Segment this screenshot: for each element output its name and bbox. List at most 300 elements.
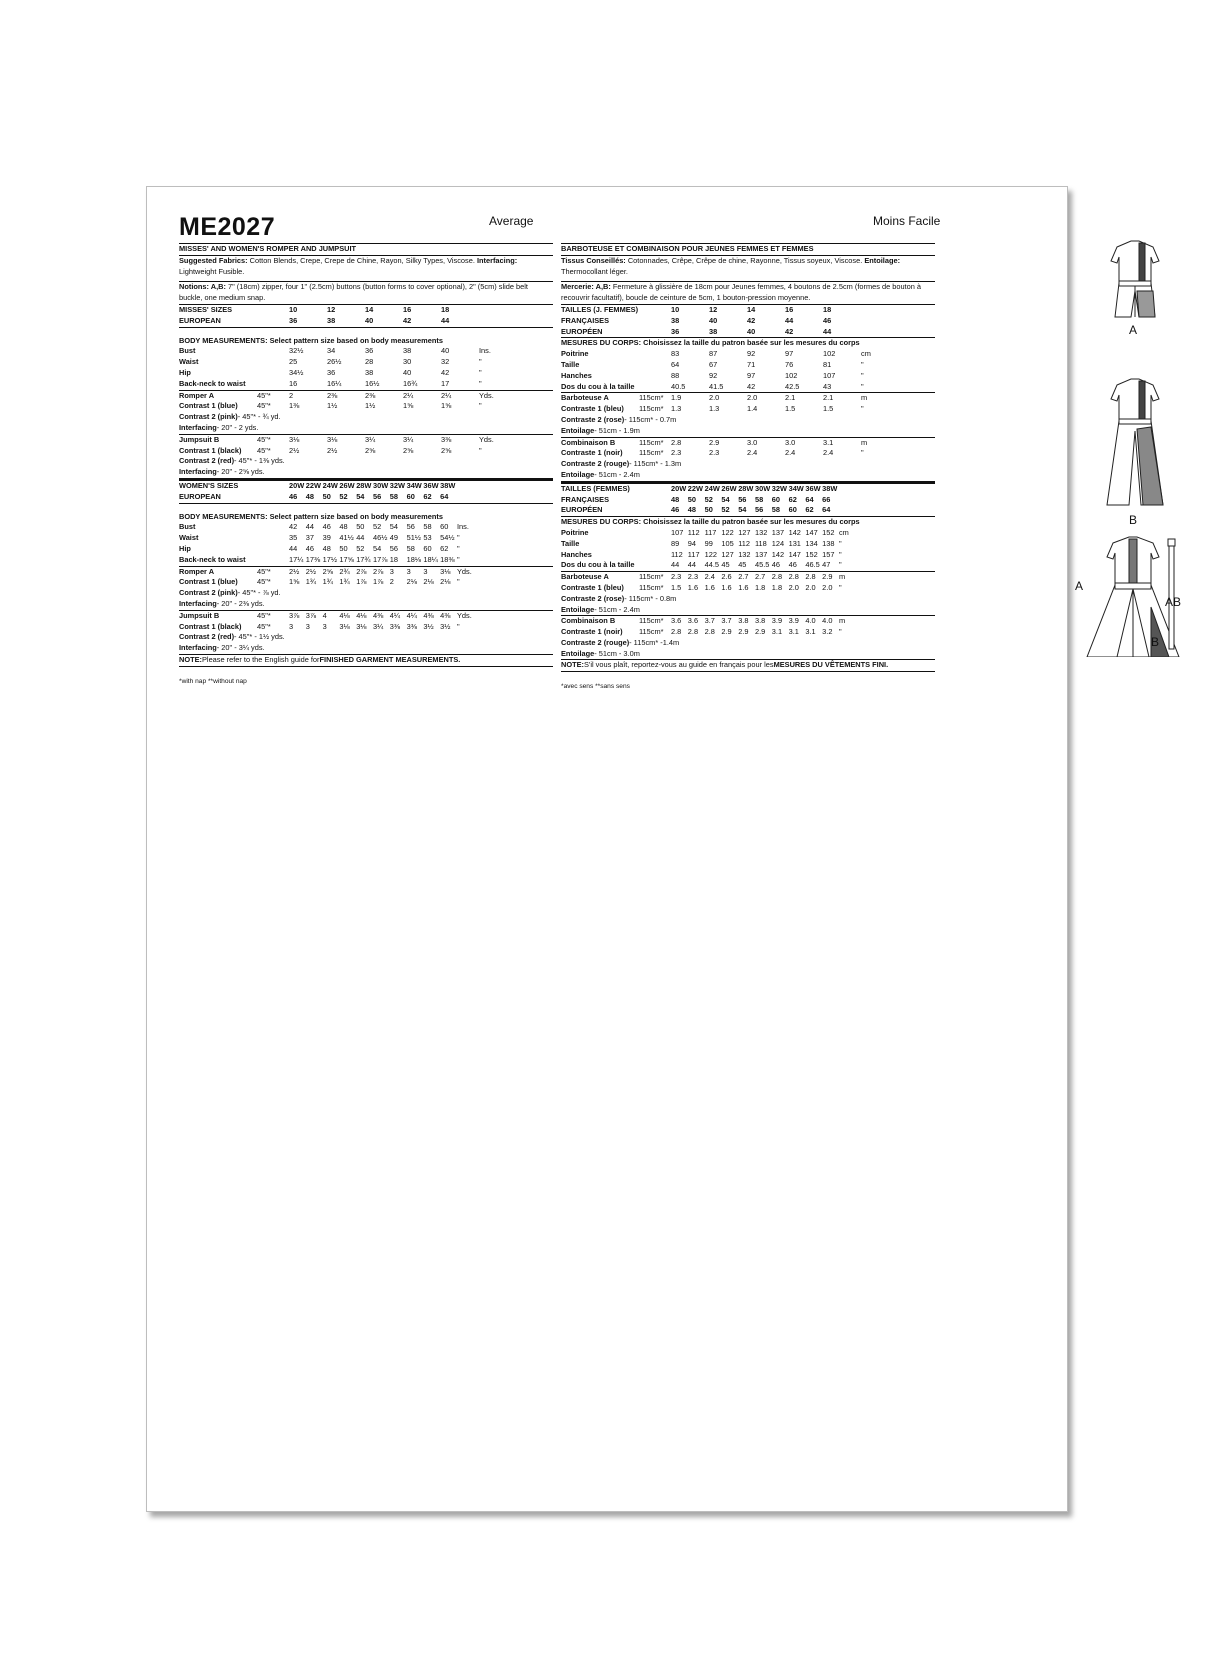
women-sizes-row-value: 38W: [440, 480, 456, 490]
note-row: [179, 655, 553, 666]
yardage-row-value: 3.1: [771, 627, 783, 637]
yardage-row-value: 2.1: [785, 393, 796, 403]
yardage-row-width: 115cm*: [639, 572, 664, 582]
body-measure-row-value: 131: [788, 538, 801, 548]
body-measure-row: [561, 550, 935, 561]
body-measure-row-value: 92: [747, 349, 756, 359]
yardage-extra-label: Contraste 2 (rouge): [561, 637, 630, 647]
misses-euro2-row: [561, 327, 935, 338]
body-measure-row-value: 17: [441, 378, 450, 388]
yardage-row-label: Combinaison B: [561, 437, 616, 447]
misses-sizes-row-value: 12: [327, 304, 336, 314]
women-euro2-row-value: 46: [671, 505, 680, 515]
yardage-row-value: 3.6: [687, 616, 699, 626]
yardage-extra-row: [179, 456, 553, 467]
body-measure-row-value: 94: [687, 538, 697, 548]
body-measure-row-value: 118: [754, 538, 767, 548]
yardage-row-value: 3.0: [747, 437, 758, 447]
body-measure-row-value: 112: [687, 527, 700, 537]
women-sizes-row-value: 24W: [704, 483, 720, 493]
body-measure-row-value: 132: [738, 549, 751, 559]
yardage-row-label: Jumpsuit B: [179, 610, 220, 620]
yardage-row-value: 2⅞: [356, 566, 367, 576]
women-euro-row-value: 56: [372, 491, 382, 501]
women-euro-row-value: 52: [339, 491, 348, 501]
body-measure-row-unit: ": [838, 538, 842, 548]
yardage-row-value: 3¼: [403, 434, 414, 444]
women-sizes-row-value: 28W: [738, 483, 754, 493]
yardage-row-label: Jumpsuit B: [179, 434, 220, 444]
misses-sizes-row-label: MISSES' SIZES: [179, 304, 233, 314]
yardage-row-value: 2.0: [788, 582, 799, 592]
misses-sizes-row-value: 10: [671, 304, 680, 314]
yardage-row-label: Barboteuse A: [561, 572, 609, 582]
women-euro-row-value: 52: [704, 494, 713, 504]
yardage-row-unit: ": [861, 404, 864, 414]
body-measure-row-value: 17⅝: [339, 554, 354, 564]
yardage-row-unit: ": [861, 448, 864, 458]
body-measure-row-value: 97: [747, 370, 756, 380]
body-measure-row-value: 83: [671, 349, 680, 359]
notions-text: Fermeture à glissière de 18cm pour Jeunes femmes, 4 boutons de 2.5cm (formes de bouton à recouvrir facultatif), boucle de ceinture de 5cm, 1 bouton-pression moyenne.: [561, 282, 921, 303]
pattern-envelope-back: [146, 186, 1182, 1512]
body-measure-row-value: 62: [440, 543, 449, 553]
column-title: BARBOTEUSE ET COMBINAISON POUR JEUNES FEMMES ET FEMMES: [561, 244, 814, 253]
yardage-extra-row: [179, 643, 553, 654]
body-measure-row-value: 46: [788, 560, 797, 570]
label-back-b: B: [1151, 635, 1160, 649]
yardage-row-value: 3⅛: [339, 621, 350, 631]
women-euro-row-value: 54: [356, 491, 365, 501]
yardage-row-unit: ": [479, 401, 482, 411]
yardage-row: [179, 611, 553, 622]
misses-euro-row-value: 40: [365, 315, 374, 325]
yardage-row-label: Contraste 1 (bleu): [561, 404, 624, 414]
yardage-row-value: 4⅛: [339, 610, 350, 620]
yardage-row-value: 3.6: [671, 616, 682, 626]
women-euro-row-value: 64: [440, 491, 449, 501]
yardage-row-value: 2.4: [785, 448, 796, 458]
yardage-row: [179, 446, 553, 457]
body-measure-row-value: 34: [327, 346, 336, 356]
yardage-row-value: 1⅞: [372, 577, 384, 587]
yardage-extra-label: Entoilage: [561, 425, 595, 435]
spacer: [179, 328, 553, 336]
women-euro2-row-value: 48: [687, 505, 697, 515]
yardage-row-unit: m: [861, 393, 868, 403]
misses-euro2-row-value: 38: [709, 326, 718, 336]
body-measure-row: [179, 544, 553, 555]
yardage-row-value: 1.8: [771, 582, 783, 592]
body-measure-row-value: 64: [671, 359, 680, 369]
body-measure-row-value: 51½: [406, 533, 421, 543]
pattern-code: ME2027: [179, 213, 276, 241]
body-measure-row-value: 122: [721, 527, 734, 537]
yardage-row-value: 2.3: [671, 572, 682, 582]
misses-euro2-row-value: 42: [785, 326, 794, 336]
body-measure-row-value: 44.5: [704, 560, 719, 570]
body-measure-row-label: Taille: [561, 538, 580, 548]
yardage-row-value: 1.5: [671, 582, 682, 592]
yardage-row-value: 3.7: [704, 616, 715, 626]
yardage-extra-row: [561, 594, 935, 605]
label-view-b: B: [1129, 513, 1138, 527]
yardage-row-value: 2½: [305, 566, 317, 576]
yardage-row-value: 3: [389, 566, 394, 576]
body-measure-row-unit: Ins.: [456, 522, 469, 532]
yardage-row-unit: ": [838, 582, 842, 592]
yardage-row-value: 2⅛: [440, 577, 451, 587]
yardage-extra-label: Interfacing: [179, 643, 217, 653]
yardage-row-value: 4.0: [805, 616, 816, 626]
yardage-row-value: 3.1: [788, 627, 799, 637]
body-measure-row-value: 46: [305, 543, 315, 553]
women-sizes-row-value: 38W: [822, 483, 838, 493]
yardage-row-value: 3: [406, 566, 411, 576]
misses-sizes-row: [179, 305, 553, 316]
body-measure-row-value: 26½: [327, 357, 342, 367]
yardage-row-value: 3: [322, 621, 327, 631]
yardage-row-value: 2⅞: [372, 566, 384, 576]
body-measure-row-label: Hanches: [561, 549, 592, 559]
women-sizes-row-value: 30W: [754, 483, 771, 493]
yardage-row: [561, 438, 935, 449]
body-measure-row-unit: ": [479, 378, 482, 388]
women-euro2-row-value: 56: [754, 505, 764, 515]
women-euro-row-value: 54: [721, 494, 730, 504]
body-measure-row-value: 40: [441, 346, 450, 356]
body-measure-row-unit: ": [838, 560, 842, 570]
body-measure-row-value: 16: [289, 378, 298, 388]
body-measure-row-value: 30: [403, 357, 412, 367]
yardage-row-value: 3⅛: [440, 566, 451, 576]
yardage-row-value: 2.3: [709, 448, 720, 458]
yardage-extra-label: Contraste 2 (rouge): [561, 459, 630, 469]
yardage-extra-row: [179, 632, 553, 643]
body-measure-row-value: 37: [305, 533, 315, 543]
yardage-row-value: 2¼: [403, 390, 414, 400]
body-measure-row: [179, 357, 553, 368]
fabrics-text: Cotton Blends, Crepe, Crepe de Chine, Rayon, Silky Types, Viscose.: [247, 255, 475, 265]
body-measure-row-unit: ": [861, 359, 864, 369]
body-measure-row-value: 52: [356, 543, 365, 553]
women-euro-row-label: EUROPEAN: [179, 491, 221, 501]
garment-sketches: [1073, 187, 1193, 657]
interfacing-text: Lightweight Fusible.: [179, 266, 245, 276]
women-sizes-row-label: TAILLES (FEMMES): [561, 483, 630, 493]
body-measure-row-value: 43: [823, 381, 832, 391]
yardage-row-value: 2⅝: [441, 445, 452, 455]
yardage-row-value: 3: [423, 566, 428, 576]
yardage-row-value: 2.4: [823, 448, 834, 458]
body-measure-row-value: 134: [805, 538, 818, 548]
body-measure-row-value: 45: [721, 560, 730, 570]
yardage-extra-label: Interfacing: [179, 598, 217, 608]
body-measure-row-value: 102: [823, 349, 836, 359]
yardage-extra-text: - 115cm* - 0.8m: [624, 593, 677, 603]
yardage-row-value: 3.2: [822, 627, 833, 637]
yardage-row-unit: m: [861, 437, 868, 447]
yardage-row-value: 1.4: [747, 404, 758, 414]
women-euro2-row-value: 58: [771, 505, 781, 515]
yardage-row-value: 3⅛: [289, 434, 300, 444]
note-bold: FINISHED GARMENT MEASUREMENTS.: [319, 654, 461, 664]
yardage-row-value: 2.9: [721, 627, 732, 637]
women-euro-row: [179, 492, 553, 503]
body-measure-row-value: 17¾: [356, 554, 371, 564]
body-measure-row-value: 47: [822, 560, 831, 570]
yardage-row-value: 2½: [289, 445, 300, 455]
yardage-extra-row: [179, 423, 553, 434]
yardage-row-unit: ": [456, 621, 460, 631]
body-measure-row-value: 122: [704, 549, 717, 559]
body-measure-row-value: 46½: [372, 533, 388, 543]
yardage-row-value: 2.9: [738, 627, 749, 637]
yardage-row-unit: ": [479, 445, 482, 455]
yardage-row-value: 3.9: [771, 616, 783, 626]
body-measure-row-unit: ": [456, 533, 460, 543]
women-euro-row-label: FRANÇAISES: [561, 494, 610, 504]
garment-illustrations: [1073, 187, 1193, 887]
body-measure-row-value: 132: [754, 527, 768, 537]
women-sizes-row-value: 36W: [805, 483, 821, 493]
yardage-row-value: 2⅝: [322, 566, 333, 576]
yardage-row-value: 2.8: [771, 572, 783, 582]
label-view-a: A: [1129, 323, 1138, 337]
women-euro2-row-value: 52: [721, 505, 730, 515]
body-measure-row-value: 42.5: [785, 381, 800, 391]
body-measure-row-label: Poitrine: [561, 349, 589, 359]
yardage-row-value: 1.6: [738, 582, 749, 592]
yardage-row-value: 1⅜: [289, 401, 300, 411]
body-measure-row-value: 105: [721, 538, 734, 548]
misses-euro-row: [561, 316, 935, 327]
body-measure-row-value: 54: [389, 522, 399, 532]
body-measure-row-value: 107: [823, 370, 836, 380]
women-euro-row-value: 58: [754, 494, 764, 504]
misses-euro-row-value: 44: [785, 315, 794, 325]
body-measurements-heading: MESURES DU CORPS: Choisissez la taille du patron basée sur les mesures du corps: [561, 517, 860, 527]
body-measurements-heading: BODY MEASUREMENTS: Select pattern size based on body measurements: [179, 511, 443, 521]
yardage-row-value: 2.8: [671, 437, 682, 447]
body-measure-row: [179, 522, 553, 533]
interfacing-text: Thermocollant léger.: [561, 266, 628, 276]
yardage-row-value: 2.8: [788, 572, 799, 582]
yardage-extra-label: Entoilage: [561, 469, 595, 479]
yardage-extra-text: - 20" - 3¼ yds.: [216, 643, 265, 653]
body-measure-row-value: 99: [704, 538, 713, 548]
yardage-row-value: 2⅜: [365, 390, 376, 400]
women-sizes-row-value: 34W: [788, 483, 804, 493]
interfacing-label: Entoilage:: [862, 255, 901, 265]
women-euro-row-value: 66: [822, 494, 831, 504]
yardage-row-value: 1.3: [709, 404, 720, 414]
body-measure-row-value: 54: [372, 543, 382, 553]
yardage-row-value: 2.4: [704, 572, 715, 582]
yardage-row-value: 2.0: [822, 582, 833, 592]
body-measure-row-unit: ": [838, 549, 842, 559]
yardage-row-value: 3½: [423, 621, 434, 631]
yardage-row-label: Contrast 1 (blue): [179, 577, 238, 587]
body-measure-row-value: 41½: [339, 533, 354, 543]
yardage-row-value: 1.3: [671, 404, 682, 414]
body-measure-row-unit: cm: [838, 527, 849, 537]
body-measure-row-value: 142: [788, 527, 801, 537]
notions-paragraph: [179, 282, 553, 304]
body-measure-row-value: 138: [822, 538, 835, 548]
misses-euro-row-value: 38: [671, 315, 680, 325]
body-measure-row-value: 16¼: [327, 378, 342, 388]
body-measure-row: [179, 533, 553, 544]
yardage-row-value: 3.1: [823, 437, 834, 447]
yardage-row-width: 45"*: [257, 445, 271, 455]
body-measure-row-value: 97: [785, 349, 794, 359]
misses-sizes-row-value: 18: [823, 304, 832, 314]
women-sizes-row-value: 28W: [356, 480, 372, 490]
note-text: S'il vous plaît, reportez-vous au guide en français pour les: [584, 660, 774, 670]
yardage-row-value: 1.6: [687, 582, 699, 592]
body-measure-row: [561, 382, 935, 393]
yardage-row: [561, 404, 935, 415]
women-euro-row-value: 46: [289, 491, 298, 501]
body-measure-row-unit: Ins.: [479, 346, 491, 356]
yardage-row-value: 3⅛: [327, 434, 338, 444]
body-measure-row-label: Hanches: [561, 370, 592, 380]
body-measure-row-value: 41.5: [709, 381, 724, 391]
yardage-row-value: 4⅛: [356, 610, 367, 620]
yardage-row-width: 45"*: [257, 401, 271, 411]
notions-label: Mercerie:: [561, 282, 594, 292]
yardage-row-value: 2.3: [671, 448, 682, 458]
yardage-row-value: 1¾: [305, 577, 317, 587]
yardage-row-label: Romper A: [179, 566, 215, 576]
women-sizes-row-value: 20W: [289, 480, 305, 490]
yardage-row-width: 115cm*: [639, 627, 664, 637]
body-measure-row-value: 16½: [365, 378, 380, 388]
yardage-row-value: 2½: [289, 566, 300, 576]
yardage-row-width: 45"*: [257, 577, 271, 587]
yardage-extra-label: Entoilage: [561, 604, 595, 614]
yardage-row-unit: ": [456, 577, 460, 587]
yardage-row-width: 45"*: [257, 434, 271, 444]
body-measure-row-label: Bust: [179, 346, 196, 356]
yardage-row-value: 3¼: [372, 621, 384, 631]
body-measurements-heading: BODY MEASUREMENTS: Select pattern size based on body measurements: [179, 335, 443, 345]
body-measure-row: [561, 528, 935, 539]
yardage-extra-text: - 51cm - 1.9m: [594, 425, 640, 435]
yardage-extra-text: - 45"* - ⅞ yd.: [237, 588, 281, 598]
fabrics-paragraph: [179, 256, 553, 278]
english-column: [179, 243, 553, 687]
body-measure-row-value: 89: [671, 538, 680, 548]
yardage-extra-row: [179, 467, 553, 478]
yardage-extra-text: - 45"* - 1⅜ yds.: [234, 456, 285, 466]
body-measure-row-unit: ": [456, 543, 460, 553]
women-sizes-row-value: 26W: [339, 480, 355, 490]
notions-views: A,B:: [208, 282, 226, 292]
body-measure-row-unit: ": [479, 357, 482, 367]
body-measure-row-label: Waist: [179, 357, 199, 367]
body-measure-row-value: 102: [785, 370, 798, 380]
body-measure-row-value: 71: [747, 359, 756, 369]
yardage-row-value: 4.0: [822, 616, 833, 626]
yardage-row-value: 3⅜: [389, 621, 401, 631]
body-measure-row-value: 32½: [289, 346, 304, 356]
misses-sizes-row-value: 10: [289, 304, 298, 314]
yardage-extra-text: - 51cm - 2.4m: [594, 469, 640, 479]
yardage-row: [561, 572, 935, 583]
misses-euro-row-value: 42: [403, 315, 412, 325]
misses-sizes-row-value: 16: [785, 304, 794, 314]
body-measure-row-value: 137: [771, 527, 785, 537]
yardage-row-value: 3⅞: [305, 610, 317, 620]
yardage-row-value: 2.7: [754, 572, 766, 582]
body-measure-row-unit: ": [456, 554, 460, 564]
body-measure-row-value: 18¼: [423, 554, 438, 564]
body-measure-row-value: 157: [822, 549, 835, 559]
yardage-row-label: Contraste 1 (noir): [561, 627, 623, 637]
yardage-row-value: 3.9: [788, 616, 799, 626]
body-measure-row: [179, 368, 553, 379]
yardage-row-value: 2.1: [823, 393, 834, 403]
notions-text: 7" (18cm) zipper, four 1" (2.5cm) buttons (button forms to cover optional), 2" (5cm) slide belt buckle, one medium snap.: [179, 282, 528, 303]
body-measure-row-value: 54½: [440, 533, 455, 543]
label-back-ab: AB: [1165, 595, 1182, 609]
yardage-extra-text: - 115cm* -1.4m: [629, 637, 680, 647]
yardage-row-value: 1⅝: [403, 401, 414, 411]
yardage-row-value: 2.3: [687, 572, 699, 582]
yardage-row-width: 115cm*: [639, 393, 664, 403]
women-euro2-row-value: 50: [704, 505, 713, 515]
body-measure-row-value: 142: [771, 549, 785, 559]
yardage-row-value: 1¾: [322, 577, 333, 587]
body-measure-row-value: 42: [441, 367, 450, 377]
yardage-row-value: 4⅜: [423, 610, 434, 620]
yardage-extra-label: Contrast 2 (pink): [179, 412, 238, 422]
yardage-extra-text: - 45"* - 1½ yds.: [234, 632, 285, 642]
body-measure-row-value: 53: [423, 533, 432, 543]
body-measure-row-value: 38: [403, 346, 412, 356]
body-measurements-heading: MESURES DU CORPS: Choisissez la taille du patron basée sur les mesures du corps: [561, 338, 860, 348]
yardage-row-value: 1.5: [785, 404, 796, 414]
yardage-row-label: Barboteuse A: [561, 393, 609, 403]
yardage-row-value: 2¾: [339, 566, 350, 576]
women-euro-row-value: 64: [805, 494, 814, 504]
women-euro2-row-label: EUROPÉEN: [561, 505, 603, 515]
yardage-row-value: 4¼: [389, 610, 401, 620]
yardage-row-value: 2.6: [721, 572, 732, 582]
body-measure-row-value: 35: [289, 533, 298, 543]
yardage-extra-label: Interfacing: [179, 422, 217, 432]
yardage-extra-row: [561, 415, 935, 426]
body-measure-row-label: Back-neck to waist: [179, 554, 246, 564]
yardage-row-value: 1⅝: [289, 577, 300, 587]
body-measure-row-value: 81: [823, 359, 832, 369]
yardage-row-label: Contrast 1 (black): [179, 621, 242, 631]
body-measure-row-value: 28: [365, 357, 374, 367]
yardage-row-value: 3: [289, 621, 294, 631]
yardage-row-value: 2⅝: [403, 445, 414, 455]
yardage-row-value: 2: [389, 577, 394, 587]
yardage-row-value: 4⅜: [372, 610, 384, 620]
note-text: Please refer to the English guide for: [202, 654, 320, 664]
divider: [179, 666, 553, 667]
misses-euro-row-value: 42: [747, 315, 756, 325]
body-measure-row-label: Hip: [179, 367, 191, 377]
body-measure-row-unit: ": [861, 381, 864, 391]
yardage-row-width: 115cm*: [639, 448, 664, 458]
body-measure-row-value: 117: [687, 549, 700, 559]
